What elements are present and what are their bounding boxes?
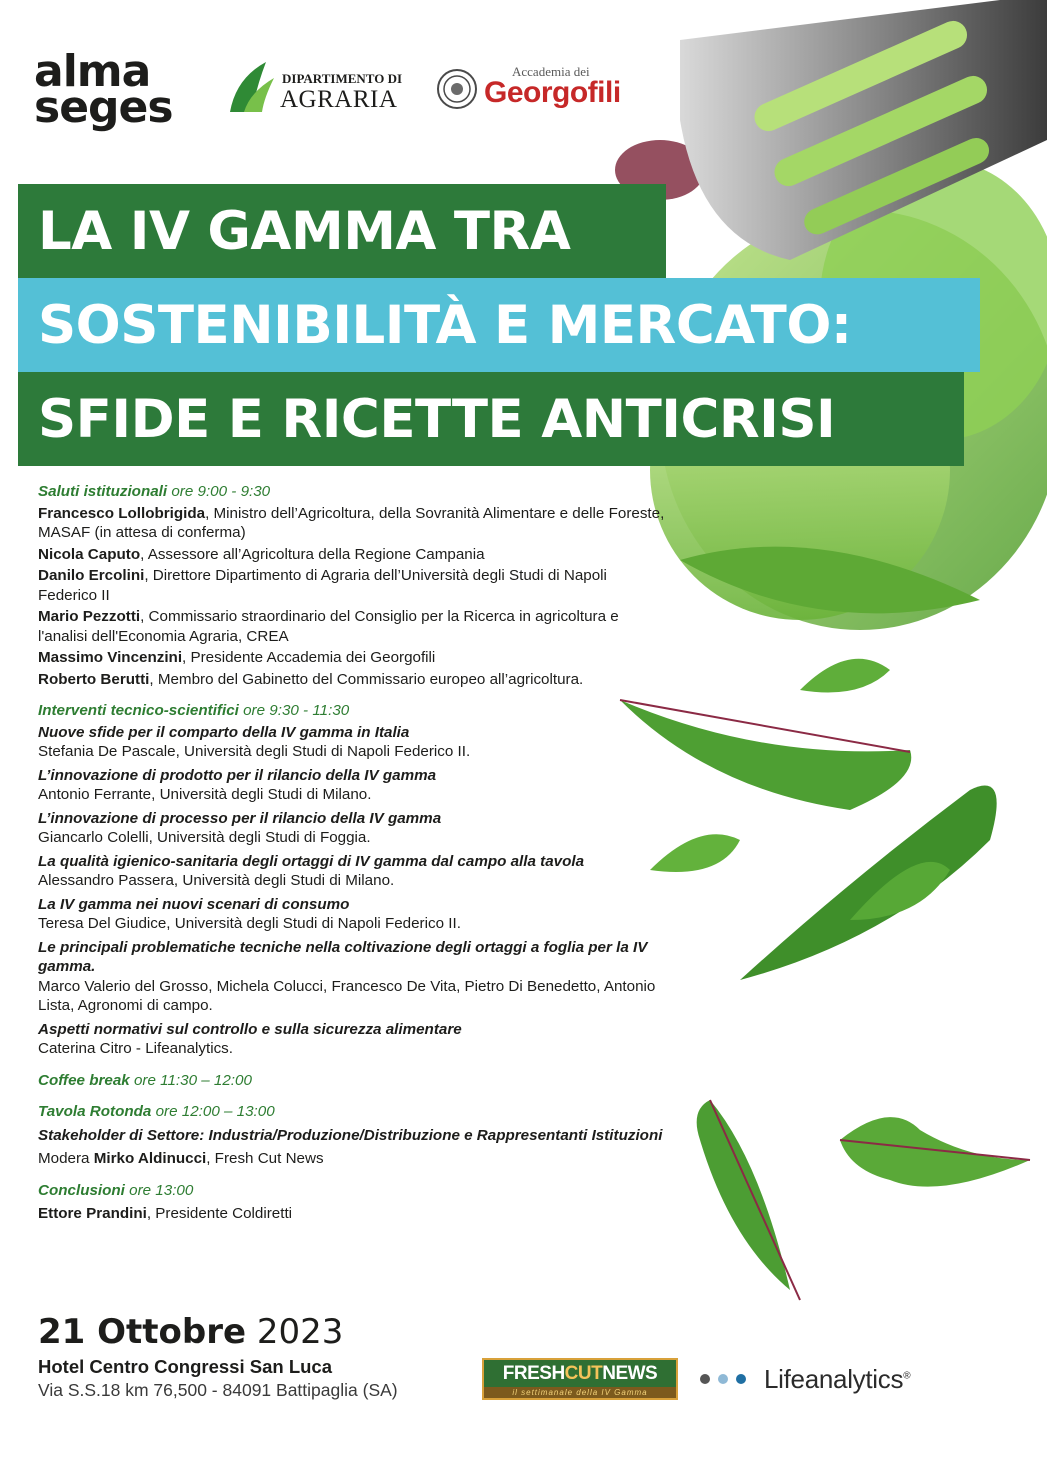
title-line-2: SOSTENIBILITÀ E MERCATO: [38,294,852,356]
moderator-suffix: , Fresh Cut News [206,1150,324,1167]
freshcutnews-tagline: il settimanale della IV Gamma [484,1387,676,1398]
section-time: ore 9:30 - 11:30 [243,702,350,719]
lifeanalytics-logo [700,1362,980,1396]
talk-title: Le principali problematiche tecniche nella coltivazione degli ortaggi a foglia per la IV gamma. [38,938,648,975]
freshcutnews-cut: CUT [564,1362,603,1384]
talk-title: Aspetti normativi sul controllo e sulla sicurezza alimentare [38,1020,462,1038]
speaker-name: Francesco Lollobrigida [38,504,206,522]
talk-item [38,723,668,762]
talk-title: La qualità igienico-sanitaria degli ortaggi di IV gamma dal campo alla tavola [38,852,585,870]
georgofili-logo-top: Accademia dei [512,64,590,79]
talk-item [38,809,668,848]
talk-speaker: Teresa Del Giudice, Università degli Studi di Napoli Federico II. [38,915,461,932]
talk-title: Nuove sfide per il comparto della IV gamma in Italia [38,723,410,741]
talk-speaker: Marco Valerio del Grosso, Michela Colucci, Francesco De Vita, Pietro Di Benedetto, Antonio Lista, Agronomi di campo. [38,977,656,1014]
section-time: ore 11:30 – 12:00 [133,1071,252,1089]
section-label: Conclusioni [38,1181,125,1199]
speaker-role: , Commissario straordinario del Consiglio per la Ricerca in agricoltura e l'analisi dell'Economia Agraria, CREA [38,608,619,645]
dipartimento-agraria-logo [226,58,416,114]
georgofili-seal-icon [436,68,478,110]
event-address: Via S.S.18 km 76,500 - 84091 Battipaglia (SA) [38,1380,398,1400]
speaker-item [38,504,668,543]
lifeanalytics-wordmark [764,1364,910,1395]
speaker-name: Nicola Caputo [38,545,141,563]
title-line-3: SFIDE E RICETTE ANTICRISI [38,388,836,450]
talk-item [38,852,668,891]
speaker-name: Roberto Berutti [38,670,150,688]
speaker-role: , Membro del Gabinetto del Commissario europeo all’agricoltura. [149,670,584,688]
speaker-name: Mario Pezzotti [38,608,141,625]
title-band-2 [18,278,980,372]
agraria-leaf-icon [226,58,278,114]
agraria-logo-main: AGRARIA [280,86,398,113]
speaker-role: , Assessore all’Agricoltura della Regione Campania [140,545,485,563]
almaseges-logo-line1: alma [34,46,151,97]
lifeanalytics-dot-icon [736,1374,746,1384]
speaker-item [38,1204,668,1224]
talk-speaker: Giancarlo Colelli, Università degli Studi di Foggia. [38,829,371,846]
speaker-role: , Ministro dell’Agricoltura, della Sovranità Alimentare e delle Foreste, MASAF (in attesa di conferma) [38,504,665,541]
section-tavola [38,1102,668,1122]
title-band-1 [18,184,666,278]
talk-speaker: Caterina Citro - Lifeanalytics. [38,1040,233,1057]
freshcutnews-fresh: FRESH [502,1362,565,1384]
almaseges-logo-line2: seges [34,82,173,134]
speaker-role: , Direttore Dipartimento di Agraria dell’Università degli Studi di Napoli Federico II [38,567,607,604]
freshcutnews-wordmark [484,1360,676,1387]
speaker-name: Ettore Prandini [38,1205,147,1222]
section-saluti [38,482,668,502]
speaker-role: , Presidente Accademia dei Georgofili [182,649,436,666]
section-label: Coffee break [38,1071,130,1089]
speaker-item [38,648,668,668]
tavola-title: Stakeholder di Settore: Industria/Produzione/Distribuzione e Rappresentanti Istituzioni [38,1126,663,1144]
speaker-item [38,607,668,646]
moderator-prefix: Modera [38,1150,94,1167]
talk-item [38,938,668,1016]
freshcutnews-logo [482,1358,678,1400]
lifeanalytics-registered-mark: ® [903,1369,911,1381]
georgofili-logo-main: Georgofili [484,76,621,109]
talk-item [38,766,668,805]
talk-speaker: Antonio Ferrante, Università degli Studi di Milano. [38,786,372,803]
speaker-name: Massimo Vincenzini [38,649,183,666]
lifeanalytics-name: Lifeanalytics [764,1363,904,1394]
section-coffee [38,1071,668,1091]
section-label: Saluti istituzionali [38,483,168,500]
title-band-3 [18,372,964,466]
talk-item [38,1020,668,1059]
talk-title: L’innovazione di processo per il rilancio della IV gamma [38,809,442,827]
speaker-role: , Presidente Coldiretti [146,1205,293,1222]
speaker-name: Danilo Ercolini [38,567,145,584]
moderator-name: Mirko Aldinucci [93,1150,207,1167]
section-conclusioni [38,1181,668,1201]
almaseges-logo [34,46,184,134]
event-date-day: 21 Ottobre [38,1312,247,1352]
section-time: ore 13:00 [129,1181,194,1199]
talk-speaker: Stefania De Pascale, Università degli Studi di Napoli Federico II. [38,743,471,760]
talk-speaker: Alessandro Passera, Università degli Studi di Milano. [38,872,395,889]
speaker-item [38,670,668,690]
talk-title: L’innovazione di prodotto per il rilancio della IV gamma [38,766,437,784]
event-date [38,1312,343,1352]
event-program [38,482,668,1226]
event-venue: Hotel Centro Congressi San Luca [38,1356,332,1377]
talk-item [38,895,668,934]
lifeanalytics-dot-icon [700,1374,710,1384]
freshcutnews-news: NEWS [602,1362,658,1384]
section-interventi [38,701,668,721]
speaker-item [38,545,668,565]
section-label: Tavola Rotonda [38,1103,152,1120]
agraria-logo-top: DIPARTIMENTO DI [282,71,403,86]
accademia-georgofili-logo [436,64,656,114]
section-time: ore 12:00 – 13:00 [155,1103,275,1120]
event-date-year: 2023 [256,1312,344,1352]
talk-title: La IV gamma nei nuovi scenari di consumo [38,895,350,913]
lifeanalytics-dot-icon [718,1374,728,1384]
section-label: Interventi tecnico-scientifici [38,702,239,719]
title-line-1: LA IV GAMMA TRA [38,200,571,262]
tavola-moderator [38,1149,668,1169]
speaker-item [38,566,668,605]
section-time: ore 9:00 - 9:30 [171,483,271,500]
